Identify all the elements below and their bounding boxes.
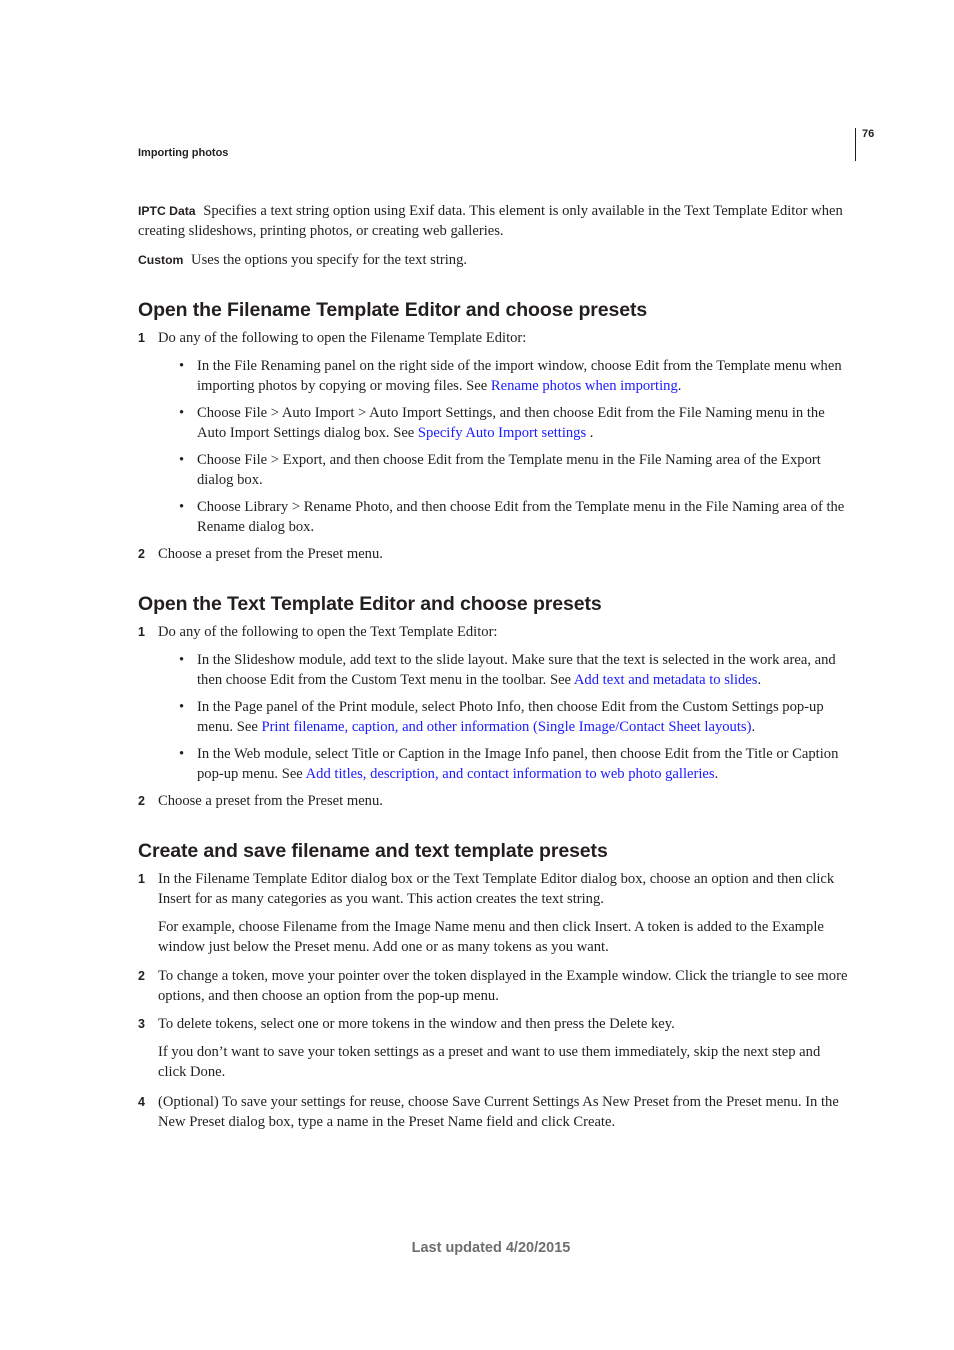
footer-last-updated: Last updated 4/20/2015 bbox=[411, 1240, 571, 1256]
link-rename-photos-when-importing[interactable]: Rename photos when importing bbox=[490, 378, 678, 394]
step-item bbox=[138, 622, 850, 784]
step-text: To delete tokens, select one or more tokens in the window and then press the Delete key. bbox=[158, 1016, 675, 1032]
bullet-list bbox=[158, 650, 850, 784]
bullet-item: • In the Web module, select Title or Caption in the Image Info panel, then choose Edit from the Title or Caption pop-up menu. See Add titles, description, and contact information to web photo galleries. bbox=[179, 746, 839, 782]
step-number: 4 bbox=[138, 1095, 145, 1109]
bullet-icon: • bbox=[179, 652, 185, 668]
bullet-item: • Choose File > Auto Import > Auto Import Settings, and then choose Edit from the File Naming menu in the Auto Import Settings dialog box. See Specify Auto Import settings . bbox=[179, 405, 825, 441]
running-head: Importing photos bbox=[138, 147, 229, 159]
page-number: 76 bbox=[862, 128, 875, 140]
step-item bbox=[138, 328, 850, 537]
step-item bbox=[138, 791, 850, 811]
section-heading-text-template: Open the Text Template Editor and choose presets bbox=[138, 593, 602, 615]
step-number: 1 bbox=[138, 625, 145, 639]
bullet-icon: • bbox=[179, 405, 185, 421]
link-add-text-and-metadata-to-slides[interactable]: Add text and metadata to slides bbox=[573, 672, 758, 688]
step-text: Do any of the following to open the Filename Template Editor: bbox=[158, 330, 527, 346]
step-extra-text: For example, choose Filename from the Image Name menu and then click Insert. A token is added to the Example window just below the Preset menu. Add one or as many tokens as you want. bbox=[158, 919, 824, 955]
link-print-filename-caption[interactable]: Print filename, caption, and other information (Single Image/Contact Sheet layouts) bbox=[261, 719, 752, 735]
definition-term: IPTC Data bbox=[138, 204, 196, 218]
step-text: Do any of the following to open the Text Template Editor: bbox=[158, 624, 498, 640]
header-rule bbox=[855, 128, 856, 161]
step-text: Choose a preset from the Preset menu. bbox=[158, 546, 383, 562]
step-number: 3 bbox=[138, 1017, 145, 1031]
bullet-item: • In the File Renaming panel on the right side of the import window, choose Edit from the Template menu when importing photos by copying or moving files. See Rename photos when importing. bbox=[179, 358, 842, 394]
definition-iptc-data bbox=[138, 201, 850, 241]
step-number: 1 bbox=[138, 331, 145, 345]
step-text: In the Filename Template Editor dialog box or the Text Template Editor dialog box, choose an option and then click Insert for as many categories as you want. This action creates the text string. bbox=[158, 871, 835, 907]
bullet-icon: • bbox=[179, 746, 185, 762]
bullet-item: • In the Slideshow module, add text to the slide layout. Make sure that the text is selected in the work area, and then choose Edit from the Custom Text menu in the toolbar. See Add text and metadata to slides. bbox=[179, 652, 836, 688]
step-text: To change a token, move your pointer over the token displayed in the Example window. Click the triangle to see more options, and then choose an option from the pop-up menu. bbox=[158, 968, 848, 1004]
bullet-icon: • bbox=[179, 358, 185, 374]
step-item bbox=[138, 966, 850, 1006]
bullet-icon: • bbox=[179, 699, 185, 715]
bullet-item: • In the Page panel of the Print module, select Photo Info, then choose Edit from the Custom Settings pop-up menu. See Print filename, caption, and other information (Single Image/Contact Sheet layouts). bbox=[179, 699, 824, 735]
link-add-titles-web-galleries[interactable]: Add titles, description, and contact information to web photo galleries bbox=[305, 766, 715, 782]
bullet-icon: • bbox=[179, 452, 185, 468]
definition-custom bbox=[138, 250, 850, 270]
link-specify-auto-import-settings[interactable]: Specify Auto Import settings bbox=[417, 425, 587, 441]
step-number: 2 bbox=[138, 794, 145, 808]
bullet-item: • Choose Library > Rename Photo, and then choose Edit from the Template menu in the File Naming area of the Rename dialog box. bbox=[179, 499, 845, 535]
definition-text: Specifies a text string option using Exif data. This element is only available in the Text Template Editor when creating slideshows, printing photos, or creating web galleries. bbox=[138, 203, 843, 239]
step-number: 2 bbox=[138, 969, 145, 983]
bullet-icon: • bbox=[179, 499, 185, 515]
section-heading-filename-template: Open the Filename Template Editor and choose presets bbox=[138, 299, 648, 321]
step-item bbox=[138, 1014, 850, 1082]
page-content bbox=[138, 201, 850, 1139]
step-item bbox=[138, 544, 850, 564]
step-number: 2 bbox=[138, 547, 145, 561]
step-item bbox=[138, 869, 850, 957]
bullet-item: • Choose File > Export, and then choose Edit from the Template menu in the File Naming area of the Export dialog box. bbox=[179, 452, 821, 488]
step-text: (Optional) To save your settings for reuse, choose Save Current Settings As New Preset from the Preset menu. In the New Preset dialog box, type a name in the Preset Name field and click Create. bbox=[158, 1094, 839, 1130]
definition-term: Custom bbox=[138, 253, 184, 267]
definition-text: Uses the options you specify for the text string. bbox=[191, 252, 468, 268]
step-number: 1 bbox=[138, 872, 145, 886]
section-heading-create-save-presets: Create and save filename and text template presets bbox=[138, 840, 608, 862]
bullet-list bbox=[158, 356, 850, 537]
step-text: Choose a preset from the Preset menu. bbox=[158, 793, 383, 809]
step-item bbox=[138, 1092, 850, 1132]
step-extra-text: If you don’t want to save your token settings as a preset and want to use them immediately, skip the next step and click Done. bbox=[158, 1044, 821, 1080]
